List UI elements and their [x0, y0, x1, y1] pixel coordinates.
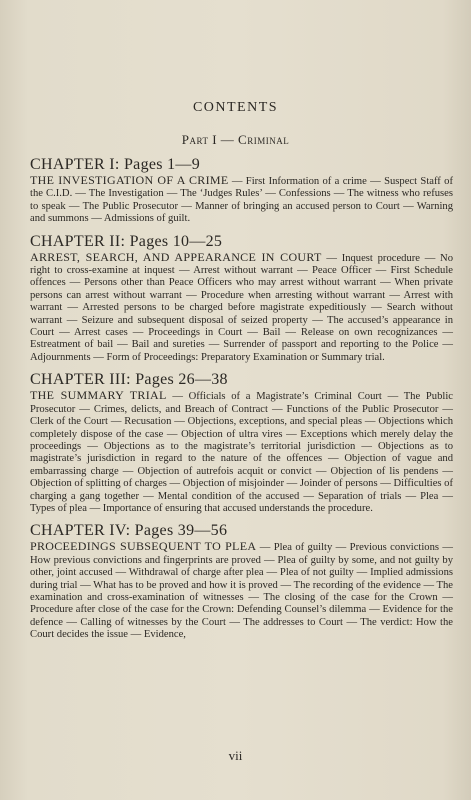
- page-number: vii: [228, 748, 243, 763]
- chapter-heading: CHAPTER III: Pages 26—38: [30, 371, 228, 389]
- part-title: [0, 132, 471, 148]
- chapter-heading: CHAPTER IV: Pages 39—56: [30, 522, 228, 540]
- chapter-summary: [30, 540, 453, 641]
- chapter-entry: [30, 233, 453, 365]
- chapter-summary: [30, 251, 453, 365]
- chapter-heading: CHAPTER I: Pages 1—9: [30, 156, 200, 173]
- chapter-text: — Officials of a Magistrate’s Criminal Court — The Public Prosecutor — Crimes, delicts, and Breach of Contract — Functions of the Public Prosecutor — Clerk of the Court — Recusation — Objections, exceptions, and special pleas — Objections which completely dispose of the case — Objection of ultra vires — Exceptions which merely delay the proceedings — Objections as to the magistrate’s territorial jurisdiction — Objections as to magistrate’s jurisdiction in regard to the nature of the offences — Objection of vague and embarrassing charge — Objection of autrefois acquit or convict — Objection of lis pendens — Objection of splitting of charges — Objection of misjoinder — Joinder of persons — Difficulties of charging a gang together — Mental condition of the accused — Separation of trials — Plea — Types of plea — Importance of ensuring that accused understands the procedure.: [30, 391, 453, 514]
- chapter-list: [30, 156, 453, 649]
- chapter-entry: [30, 522, 453, 641]
- chapter-summary: [30, 174, 453, 226]
- chapter-heading: CHAPTER II: Pages 10—25: [30, 232, 223, 250]
- part-title-text: Part I — Criminal: [181, 132, 290, 147]
- contents-title: CONTENTS: [192, 100, 279, 115]
- chapter-summary: [30, 389, 453, 515]
- chapter-text: — Plea of guilty — Previous convictions — How previous convictions and fingerprints are proved — Plea of guilty by some, and not guilty by other, joint accused — Withdrawal of charge after plea — Plea of not guilty — Implied admissions during trial — What has to be proved and how it is proved — The recording of the evidence — The examination and cross-examination of witnesses — The closing of the case for the Crown — Procedure after close of the case for the Crown: Defending Counsel’s dilemma — Evidence for the defence — Calling of witnesses by the Court — The addresses to Court — The verdict: How the Court decides the issue — Evidence,: [30, 542, 453, 641]
- chapter-topic: THE SUMMARY TRIAL: [30, 388, 167, 403]
- chapter-entry: [30, 371, 453, 515]
- chapter-topic: ARREST, SEARCH, AND APPEARANCE IN COURT: [30, 249, 322, 264]
- chapter-topic: PROCEEDINGS SUBSEQUENT TO PLEA: [30, 539, 257, 554]
- chapter-text: — Inquest procedure — No right to cross-examine at inquest — Arrest without warrant — Peace Officer — First Schedule offences — Persons other than Peace Officers who may arrest without warrant — When private persons can arrest without warrant — Procedure when arresting without warrant — Arrest with warrant — Arrested persons to be charged before magistrate expeditiously — Search without warrant — Seizure and subsequent disposal of seized property — The accused’s appearance in Court — Arrest cases — Proceedings in Court — Bail — Release on own recognizances — Estreatment of bail — Bail and sureties — Surrender of passport and reporting to the Police — Adjournments — Form of Proceedings: Preparatory Examination or Summary trial.: [30, 252, 453, 363]
- chapter-entry: [30, 156, 453, 226]
- chapter-text: — First Information of a crime — Suspect Staff of the C.I.D. — The Investigation — The ‘Judges Rules’ — Confessions — The witness who refuses to speak — The Public Prosecutor — Manner of bringing an accused person to Court — Warning and summons — Admissions of guilt.: [30, 176, 453, 225]
- chapter-topic: THE INVESTIGATION OF A CRIME: [30, 173, 229, 187]
